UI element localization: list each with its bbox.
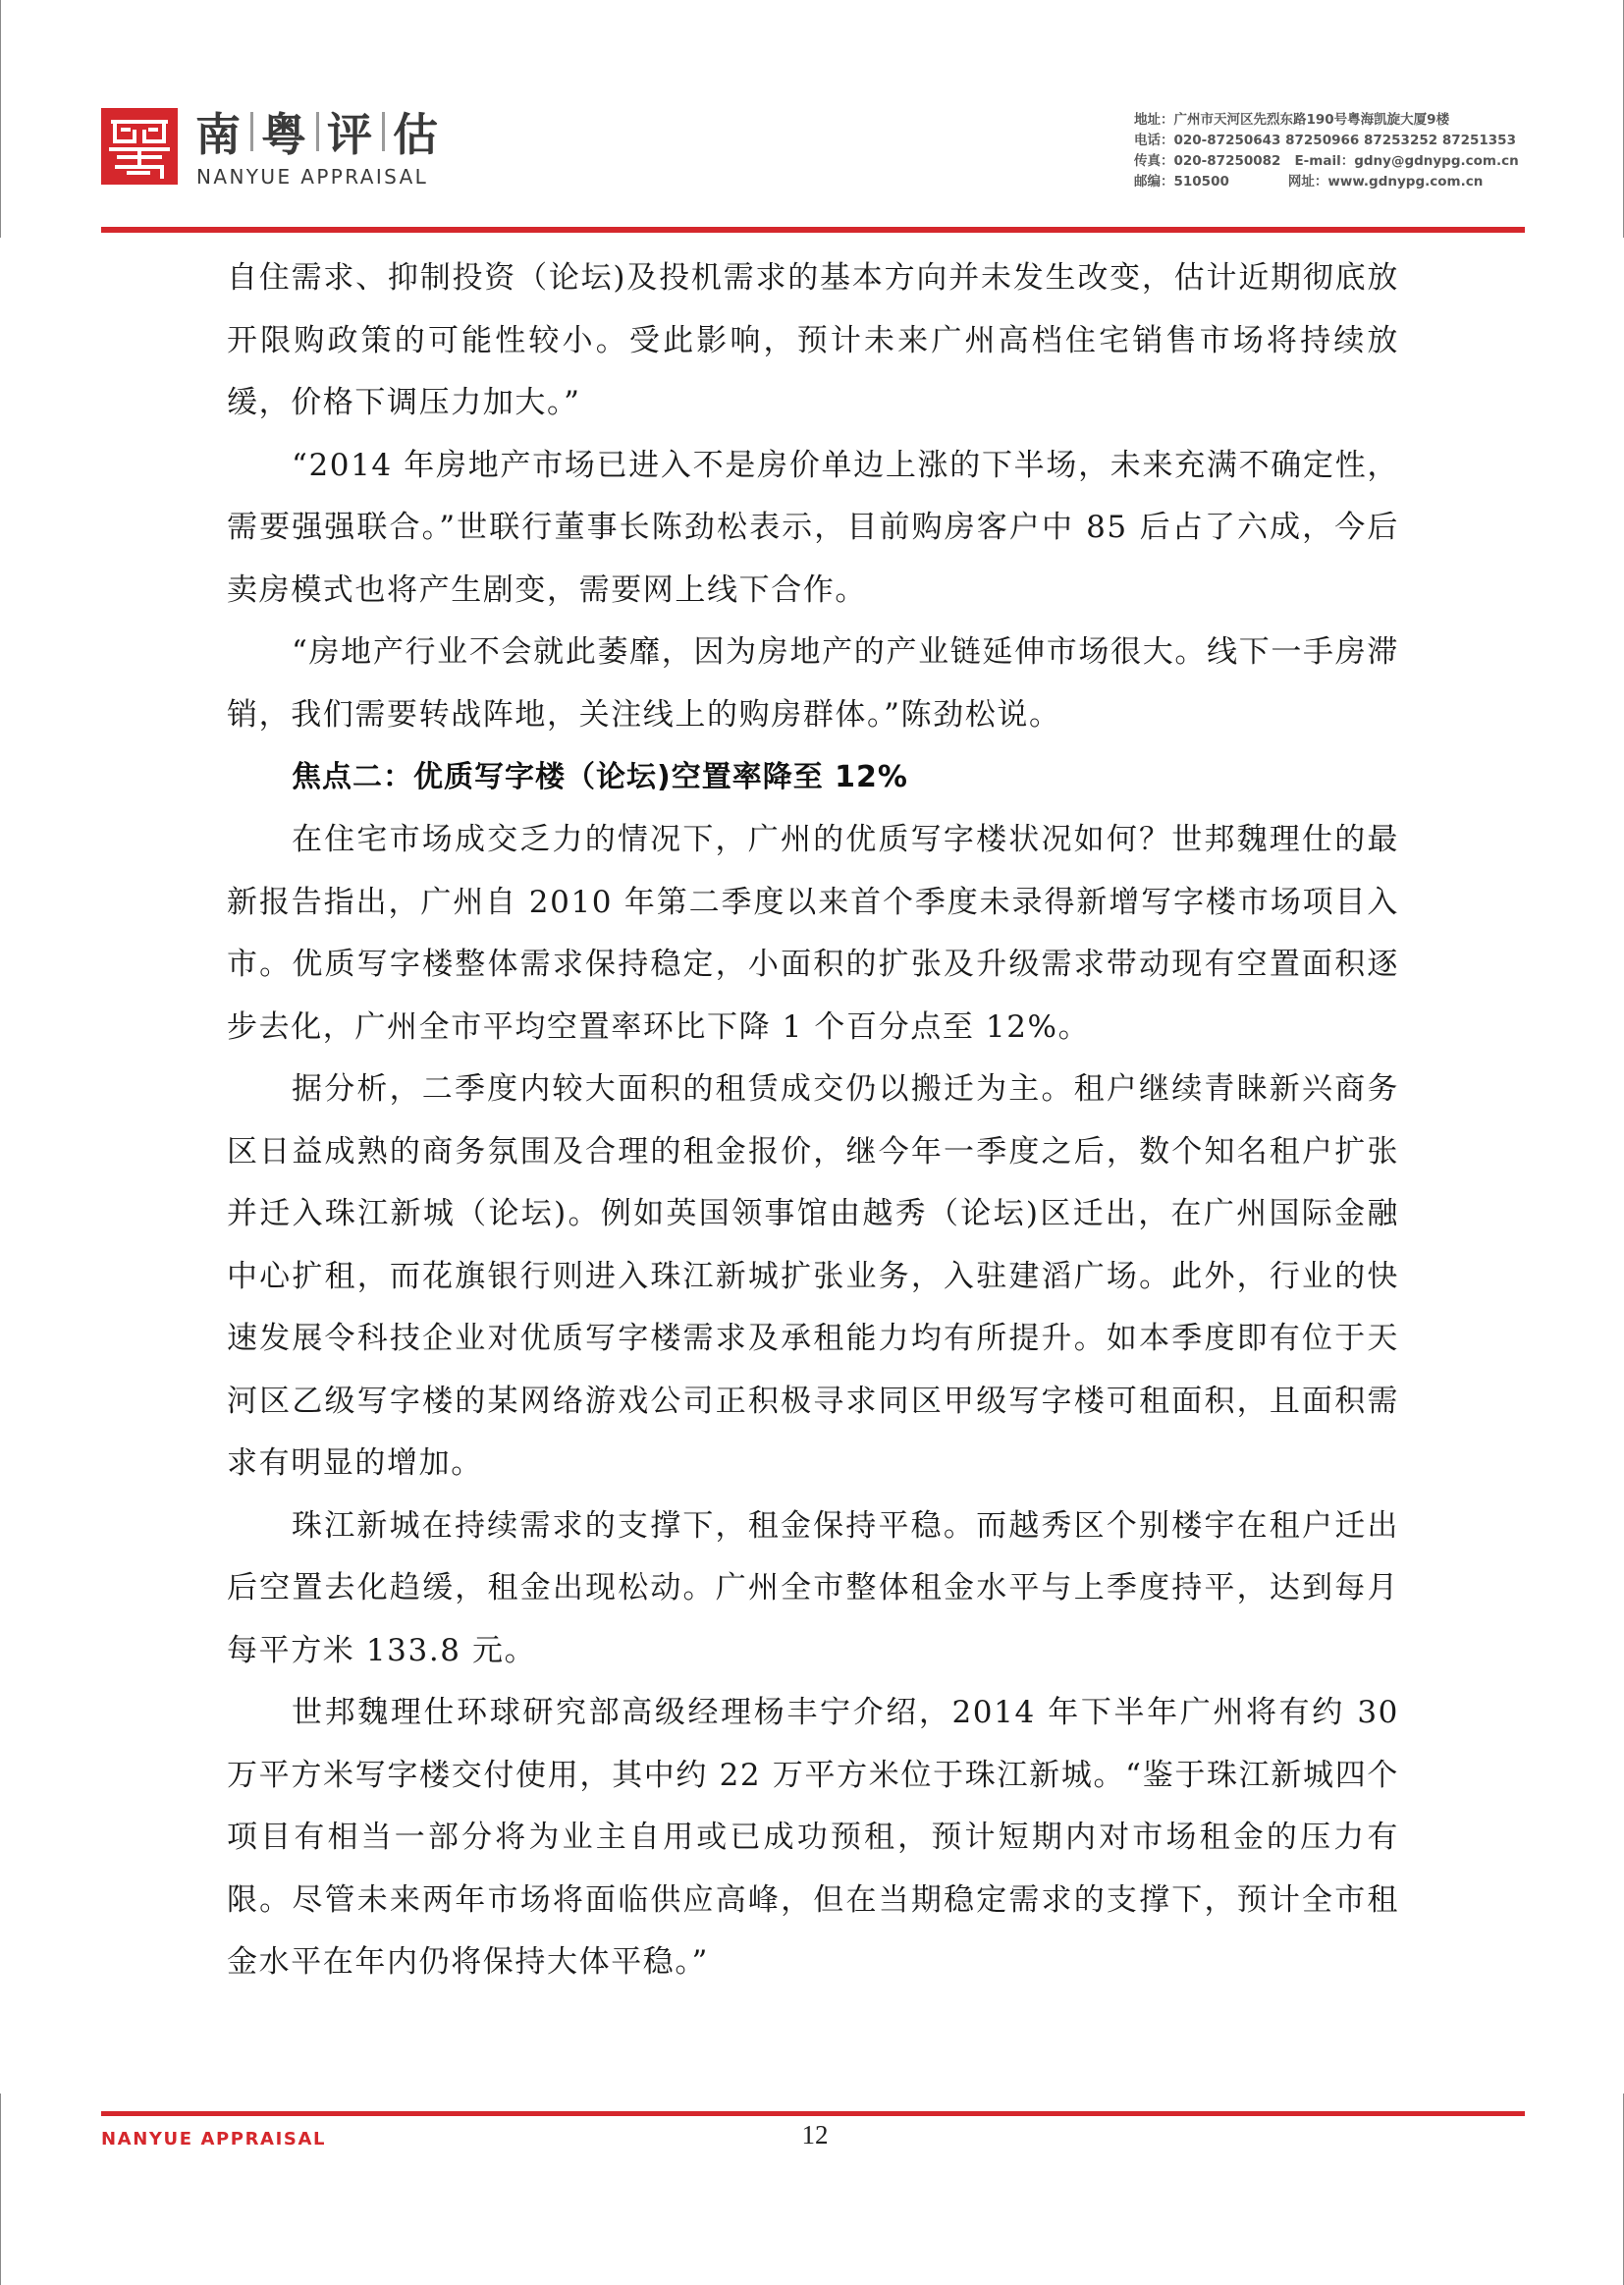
paragraph: 据分析，二季度内较大面积的租赁成交仍以搬迁为主。租户继续青睐新兴商务区日益成熟的商务氛围及合理的租金报价，继今年一季度之后，数个知名租户扩张并迁入珠江新城（论坛)。例如英国领事馆由越秀（论坛)区迁出，在广州国际金融中心扩租，而花旗银行则进入珠江新城扩张业务，入驻建滔广场。此外，行业的快速发展令科技企业对优质写字楼需求及承租能力均有所提升。如本季度即有位于天河区乙级写字楼的某网络游戏公司正积极寻求同区甲级写字楼可租面积，且面积需求有明显的增加。 — [227, 1071, 1399, 1481]
paragraph: “房地产行业不会就此萎靡，因为房地产的产业链延伸市场很大。线下一手房滞销，我们需要转战阵地，关注线上的购房群体。”陈劲松说。 — [227, 634, 1399, 733]
contact-address-row — [1134, 110, 1596, 131]
logo-divider — [382, 112, 385, 151]
company-logo — [101, 108, 553, 196]
seal-logo-icon — [101, 108, 178, 185]
contact-postcode-row — [1134, 172, 1596, 192]
contact-block — [1134, 110, 1596, 192]
email-label: E-mail： — [1294, 153, 1355, 169]
fax-value: 020-87250082 — [1173, 153, 1281, 169]
header-divider — [101, 227, 1525, 233]
contact-phone-row — [1134, 131, 1596, 151]
postcode-label: 邮编： — [1134, 174, 1174, 190]
logo-divider — [316, 112, 319, 151]
address-label: 地址： — [1134, 112, 1174, 128]
website-link[interactable]: www.gdnypg.com.cn — [1327, 174, 1484, 190]
address-value: 广州市天河区先烈东路190号粤海凯旋大厦9楼 — [1173, 112, 1450, 128]
contact-fax-row — [1134, 151, 1596, 172]
logo-chinese-name — [195, 108, 440, 161]
page-header — [0, 0, 1624, 236]
logo-english-name: NANYUE APPRAISAL — [196, 165, 429, 189]
footer-divider — [101, 2111, 1525, 2116]
paragraph: 珠江新城在持续需求的支撑下，租金保持平稳。而越秀区个别楼宇在租户迁出后空置去化趋缓，租金出现松动。广州全市整体租金水平与上季度持平，达到每月每平方米 133.8 元。 — [227, 1507, 1399, 1668]
logo-char-1: 南 — [195, 108, 243, 161]
phone-value: 020-87250643 87250966 87253252 87251353 — [1173, 133, 1516, 148]
logo-divider — [250, 112, 253, 151]
article-body — [227, 247, 1399, 1994]
paragraph: 在住宅市场成交乏力的情况下，广州的优质写字楼状况如何？世邦魏理仕的最新报告指出，广州自 2010 年第二季度以来首个季度未录得新增写字楼市场项目入市。优质写字楼整体需求保持稳定，小面积的扩张及升级需求带动现有空置面积逐步去化，广州全市平均空置率环比下降 1 个百分点至 12%。 — [227, 822, 1399, 1045]
section-heading: 焦点二：优质写字楼（论坛)空置率降至 12% — [292, 760, 908, 794]
footer-brand: NANYUE APPRAISAL — [101, 2129, 327, 2149]
crop-mark-bottom-left — [0, 2094, 1, 2285]
paragraph: 世邦魏理仕环球研究部高级经理杨丰宁介绍，2014 年下半年广州将有约 30 万平方米写字楼交付使用，其中约 22 万平方米位于珠江新城。“鉴于珠江新城四个项目有相当一部分将为业主自用或已成功预租，预计短期内对市场租金的压力有限。尽管未来两年市场将面临供应高峰，但在当期稳定需求的支撑下，预计全市租金水平在年内仍将保持大体平稳。” — [227, 1695, 1399, 1980]
phone-label: 电话： — [1134, 133, 1174, 148]
postcode-value: 510500 — [1173, 174, 1229, 190]
paragraph: “2014 年房地产市场已进入不是房价单边上涨的下半场，未来充满不确定性，需要强强联合。”世联行董事长陈劲松表示，目前购房客户中 85 后占了六成，今后卖房模式也将产生剧变，需要网上线下合作。 — [227, 447, 1399, 608]
email-value[interactable]: gdny@gdnypg.com.cn — [1354, 153, 1519, 169]
logo-char-4: 估 — [393, 108, 440, 161]
fax-label: 传真： — [1134, 153, 1174, 169]
website-label: 网址： — [1287, 174, 1328, 190]
logo-char-2: 粤 — [261, 108, 308, 161]
paragraph: 自住需求、抑制投资（论坛)及投机需求的基本方向并未发生改变，估计近期彻底放开限购政策的可能性较小。受此影响，预计未来广州高档住宅销售市场将持续放缓，价格下调压力加大。” — [227, 260, 1399, 420]
page-number: 12 — [801, 2120, 829, 2149]
logo-char-3: 评 — [327, 108, 374, 161]
